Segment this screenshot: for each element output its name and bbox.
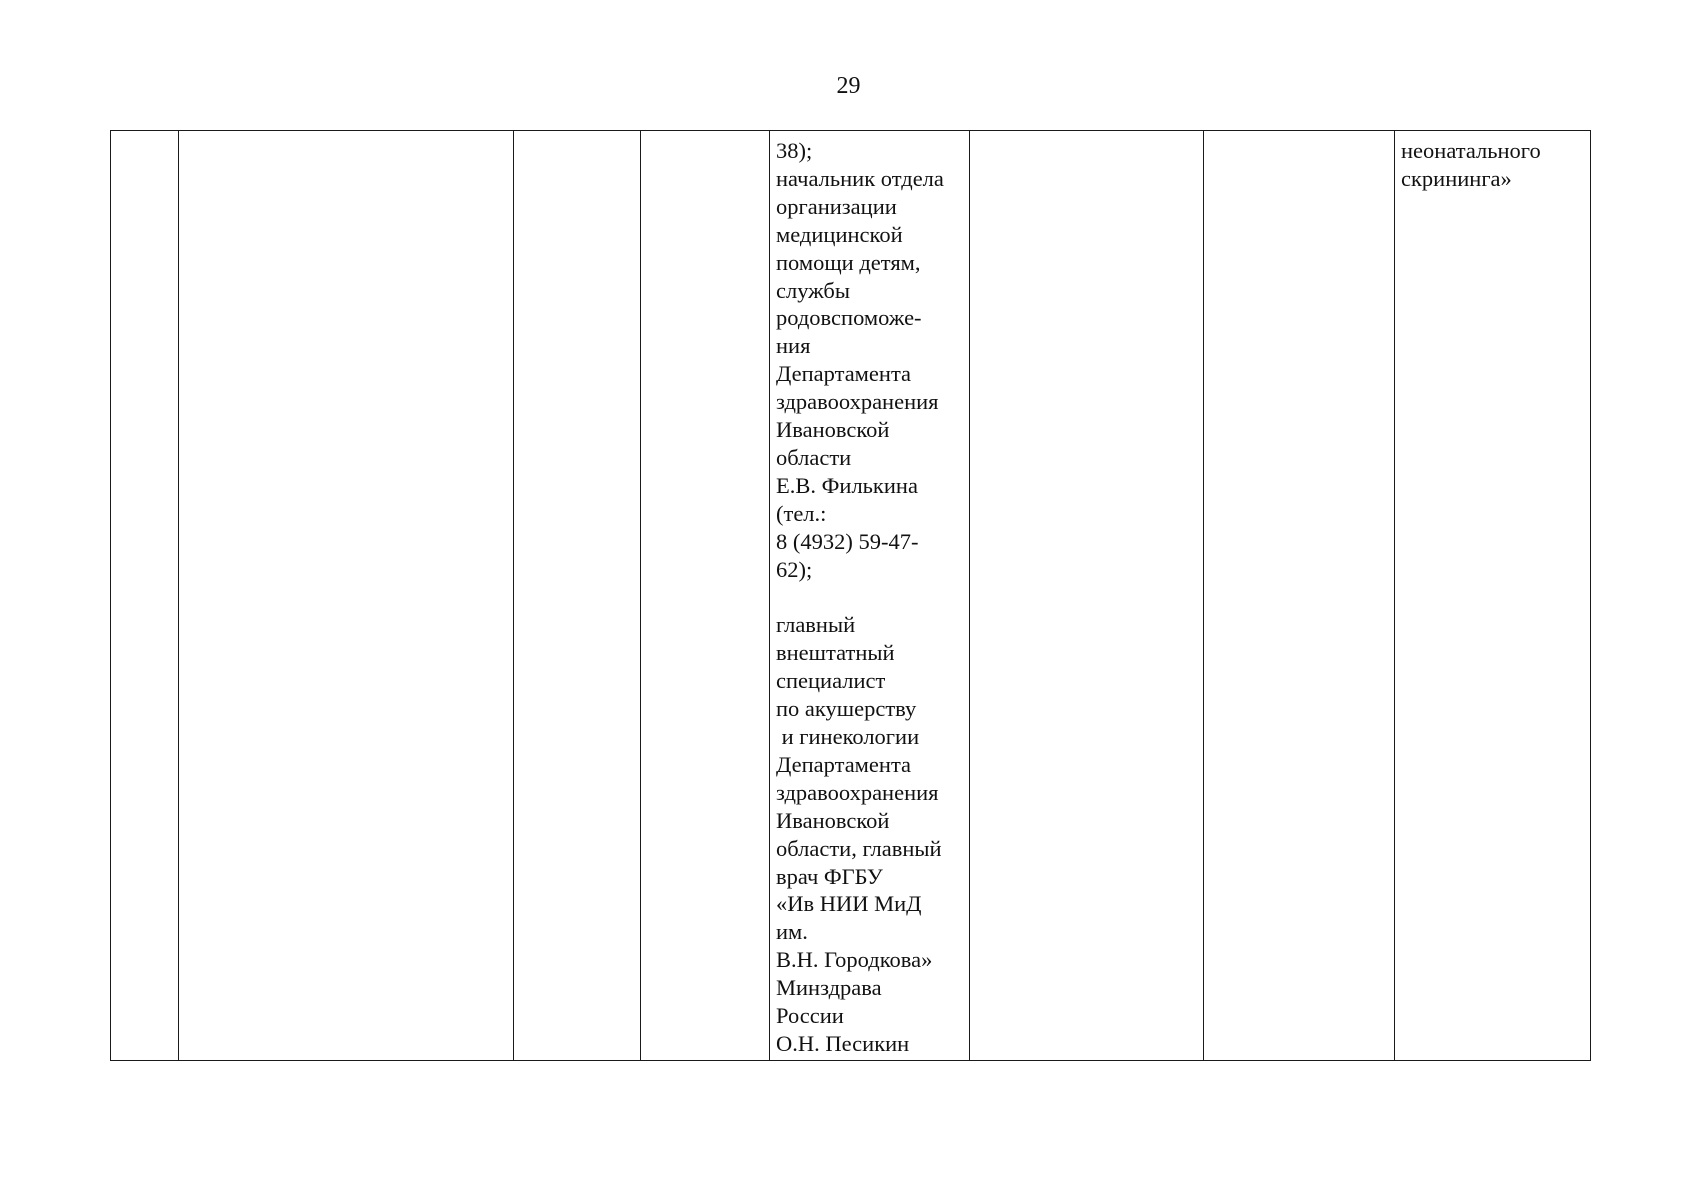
page-number: 29: [836, 73, 861, 99]
text-line: им.: [776, 919, 808, 945]
text-line: врач ФГБУ: [776, 863, 883, 889]
text-line: области, главный: [776, 835, 942, 861]
text-line: 8 (4932) 59-47-: [776, 528, 919, 554]
text-line: области: [776, 444, 852, 470]
text-line: службы: [776, 277, 850, 303]
cell-col-7: [1204, 131, 1395, 1061]
cell-col-8: [1395, 131, 1591, 1061]
text-line: В.Н. Городкова»: [776, 947, 933, 973]
text-line: внештатный: [776, 640, 895, 666]
cell-col-1: [111, 131, 179, 1061]
text-line: начальник отдела: [776, 165, 944, 191]
text-line: родовспоможе-: [776, 305, 922, 331]
text-line: 62);: [776, 556, 813, 582]
program-name-text: [1401, 137, 1584, 193]
text-line: Минздрава: [776, 975, 882, 1001]
text-line: по акушерству: [776, 696, 917, 722]
table-row: [111, 131, 1591, 1061]
cell-col-5: [770, 131, 970, 1061]
text-line: О.Н. Песикин: [776, 1030, 910, 1056]
text-line: Департамента: [776, 751, 912, 777]
text-line: скрининга»: [1401, 165, 1512, 191]
text-line: помощи детям,: [776, 249, 921, 275]
cell-col-6: [970, 131, 1204, 1061]
responsible-persons-text: [776, 137, 963, 1058]
cell-col-3: [514, 131, 641, 1061]
text-line: ния: [776, 333, 811, 359]
text-line: медицинской: [776, 221, 903, 247]
text-line: главный: [776, 612, 856, 638]
text-line: России: [776, 1003, 844, 1029]
text-line: 38);: [776, 138, 813, 163]
document-table: [110, 130, 1591, 1061]
text-line: здравоохранения: [776, 389, 939, 415]
text-line: [776, 584, 963, 612]
text-line: здравоохранения: [776, 779, 939, 805]
cell-col-4: [641, 131, 770, 1061]
text-line: специалист: [776, 668, 886, 694]
text-line: Департамента: [776, 361, 912, 387]
text-line: Ивановской: [776, 807, 890, 833]
text-line: Е.В. Филькина: [776, 472, 918, 498]
text-line: Ивановской: [776, 417, 890, 443]
text-line: организации: [776, 193, 897, 219]
text-line: «Ив НИИ МиД: [776, 891, 922, 917]
text-line: и гинекологии: [776, 724, 920, 750]
text-line: неонатального: [1401, 138, 1541, 163]
text-line: (тел.:: [776, 500, 827, 526]
cell-col-2: [179, 131, 514, 1061]
